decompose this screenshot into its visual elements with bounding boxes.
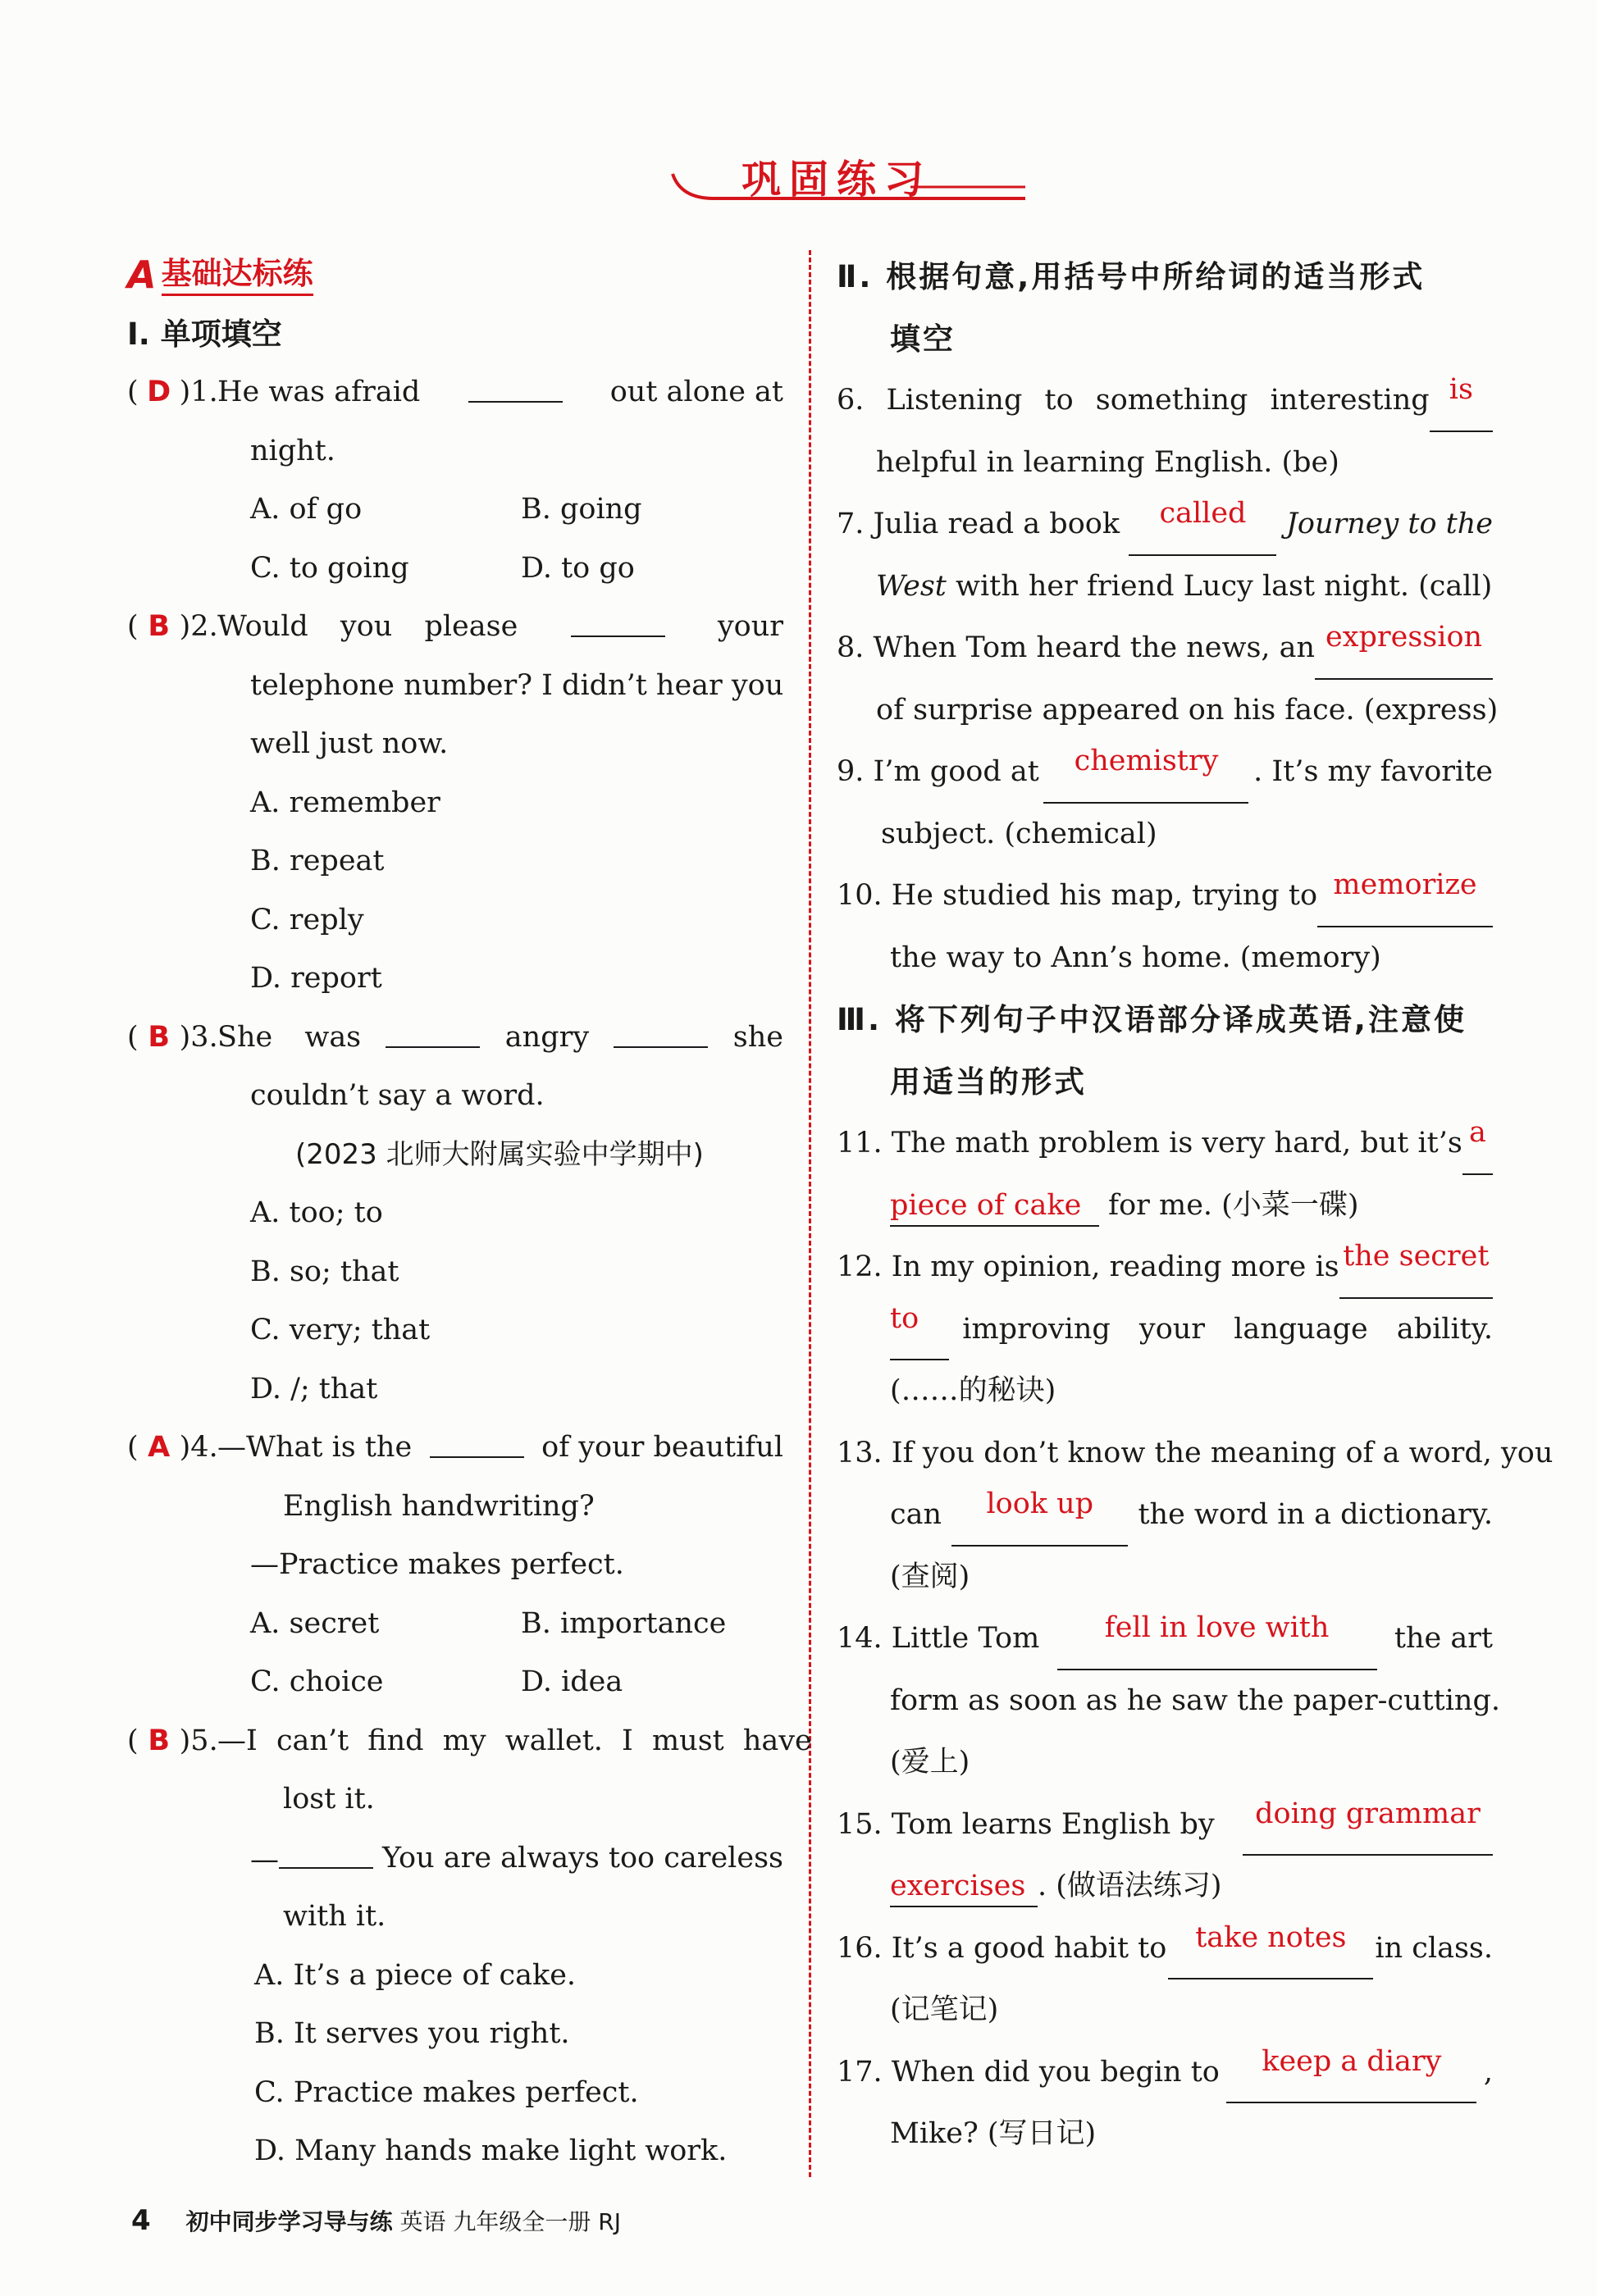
q3-blank-2 bbox=[614, 1009, 708, 1048]
q12-line2: to improving your language ability. bbox=[837, 1299, 1493, 1361]
q1-options-ab: A. of go B. going bbox=[250, 493, 642, 526]
q16-line2: (记笔记) bbox=[890, 1993, 999, 2026]
q10-line2: the way to Ann’s home. (memory) bbox=[890, 941, 1381, 974]
q17-line1: 17. When did you begin to keep a diary , bbox=[837, 2042, 1493, 2104]
q16-answer: take notes bbox=[1168, 1918, 1373, 1980]
q3-option-c: C. very; that bbox=[250, 1314, 431, 1346]
q12-answer-2: to bbox=[890, 1299, 949, 1361]
q9-answer: chemistry bbox=[1043, 741, 1248, 804]
part3-title-cont: 用适当的形式 bbox=[890, 1064, 1087, 1100]
q4-line3: —Practice makes perfect. bbox=[250, 1548, 624, 1581]
q11-line1: 11. The math problem is very hard, but it’s a bbox=[837, 1113, 1493, 1175]
q2-option-b: B. repeat bbox=[250, 845, 385, 877]
q3-option-a: A. too; to bbox=[250, 1196, 383, 1229]
q11-answer-1: a bbox=[1462, 1113, 1493, 1175]
q2-line1: ( B )2.Would you please your bbox=[127, 598, 783, 657]
q2-answer: B bbox=[148, 610, 170, 643]
q2-blank bbox=[571, 598, 665, 637]
q1-line2: night. bbox=[250, 434, 335, 467]
q15-line2: exercises . (做语法练习) bbox=[837, 1856, 1493, 1918]
q7-answer: called bbox=[1129, 494, 1276, 556]
q3-line1: ( B )3.She was angry she bbox=[127, 1009, 783, 1068]
q8-answer: expression bbox=[1315, 617, 1493, 680]
q14-line2: form as soon as he saw the paper-cutting. bbox=[890, 1683, 1500, 1717]
part2-title-cont: 填空 bbox=[890, 321, 956, 357]
q11-line2: piece of cake for me. (小菜一碟) bbox=[837, 1175, 1493, 1237]
part2-title: Ⅱ. 根据句意,用括号中所给词的适当形式 bbox=[837, 259, 1426, 294]
q15-line1: 15. Tom learns English by doing grammar bbox=[837, 1794, 1493, 1856]
q14-line3: (爱上) bbox=[890, 1746, 970, 1779]
q1-options-cd: C. to going D. to go bbox=[250, 551, 635, 585]
q13-line3: (查阅) bbox=[890, 1560, 970, 1593]
q15-answer-1: doing grammar bbox=[1243, 1794, 1493, 1856]
q3-option-d: D. /; that bbox=[250, 1372, 378, 1405]
q14-answer: fell in love with bbox=[1057, 1608, 1377, 1670]
q6-line1: 6. Listening to something interesting is bbox=[837, 370, 1493, 432]
q3-blank-1 bbox=[386, 1009, 480, 1048]
q2-line2: telephone number? I didn’t hear you bbox=[250, 668, 784, 702]
right-column bbox=[837, 246, 1554, 2166]
q3-line2: couldn’t say a word. bbox=[250, 1079, 545, 1112]
q6-answer: is bbox=[1430, 370, 1493, 432]
section-a-heading bbox=[127, 246, 783, 305]
q4-line1: ( A )4.—What is the of your beautiful bbox=[127, 1419, 783, 1478]
q8-line2: of surprise appeared on his face. (express) bbox=[876, 693, 1499, 727]
q5-blank bbox=[279, 1829, 373, 1869]
q7-line1: 7. Julia read a book called Journey to the bbox=[837, 494, 1493, 556]
page-number: 4 bbox=[131, 2204, 151, 2237]
q5-line3: — You are always too careless bbox=[127, 1829, 783, 1888]
q4-line2: English handwriting? bbox=[283, 1489, 595, 1523]
q12-line3: (……的秘诀) bbox=[890, 1374, 1056, 1407]
book-meta: 英语 九年级全一册 RJ bbox=[399, 2208, 622, 2235]
q5-line1: ( B )5. —I can’t find my wallet. I must have bbox=[127, 1712, 783, 1771]
q12-line1: 12. In my opinion, reading more is the secret bbox=[837, 1237, 1493, 1299]
q4-options-cd: C. choice D. idea bbox=[250, 1665, 623, 1698]
q5-line4: with it. bbox=[283, 1900, 386, 1933]
q15-answer-2: exercises bbox=[890, 1866, 1038, 1907]
q4-answer: A bbox=[148, 1431, 171, 1464]
section-a-mark: A bbox=[127, 253, 157, 297]
column-divider bbox=[809, 250, 811, 2177]
q5-option-b: B. It serves you right. bbox=[254, 2017, 570, 2050]
q4-blank bbox=[430, 1419, 524, 1458]
q3-source: (2023 北师大附属实验中学期中) bbox=[295, 1137, 704, 1171]
section-a-title: 基础达标练 bbox=[162, 254, 313, 296]
q2-option-d: D. report bbox=[250, 962, 382, 995]
section-banner bbox=[664, 141, 1042, 215]
q12-answer-1: the secret bbox=[1339, 1237, 1493, 1299]
q1-line1: ( D )1.He was afraid out alone at bbox=[127, 363, 783, 422]
q5-option-c: C. Practice makes perfect. bbox=[254, 2075, 639, 2109]
q2-option-c: C. reply bbox=[250, 903, 364, 936]
banner-title: 巩固练习 bbox=[741, 157, 932, 203]
q11-answer-2: piece of cake bbox=[890, 1186, 1099, 1227]
q9-line1: 9. I’m good at chemistry . It’s my favorite bbox=[837, 741, 1493, 804]
part1-title: Ⅰ. 单项填空 bbox=[127, 316, 282, 352]
q13-line1: 13. If you don’t know the meaning of a word, you bbox=[837, 1436, 1554, 1469]
q17-answer: keep a diary bbox=[1226, 2042, 1476, 2104]
q2-line3: well just now. bbox=[250, 727, 449, 760]
left-column bbox=[127, 246, 812, 2181]
q5-answer: B bbox=[148, 1724, 170, 1757]
q8-line1: 8. When Tom heard the news, an expression bbox=[837, 617, 1493, 680]
q5-option-d: D. Many hands make light work. bbox=[254, 2134, 728, 2167]
q6-line2: helpful in learning English. (be) bbox=[876, 445, 1339, 479]
q13-answer: look up bbox=[951, 1484, 1128, 1547]
q5-option-a: A. It’s a piece of cake. bbox=[254, 1958, 577, 1992]
q7-line2: West with her friend Lucy last night. (call) bbox=[876, 569, 1493, 603]
q4-options-ab: A. secret B. importance bbox=[250, 1606, 727, 1640]
q1-blank bbox=[468, 363, 563, 403]
q1-answer: D bbox=[147, 376, 171, 408]
q5-line2: lost it. bbox=[283, 1783, 375, 1815]
q3-answer: B bbox=[148, 1020, 170, 1054]
q17-line2: Mike? (写日记) bbox=[890, 2117, 1097, 2150]
book-title: 初中同步学习导与练 bbox=[185, 2208, 393, 2235]
q13-line2: can look up the word in a dictionary. bbox=[837, 1484, 1493, 1547]
q14-line1: 14. Little Tom fell in love with the art bbox=[837, 1608, 1493, 1670]
q2-option-a: A. remember bbox=[250, 786, 440, 819]
q10-answer: memorize bbox=[1317, 865, 1493, 927]
q3-option-b: B. so; that bbox=[250, 1255, 399, 1288]
q10-line1: 10. He studied his map, trying to memorize bbox=[837, 865, 1493, 927]
q16-line1: 16. It’s a good habit to take notes in class. bbox=[837, 1918, 1493, 1980]
page-footer bbox=[131, 2204, 621, 2237]
part3-title: Ⅲ. 将下列句子中汉语部分译成英语,注意使 bbox=[837, 1002, 1467, 1037]
q9-line2: subject. (chemical) bbox=[881, 817, 1157, 850]
